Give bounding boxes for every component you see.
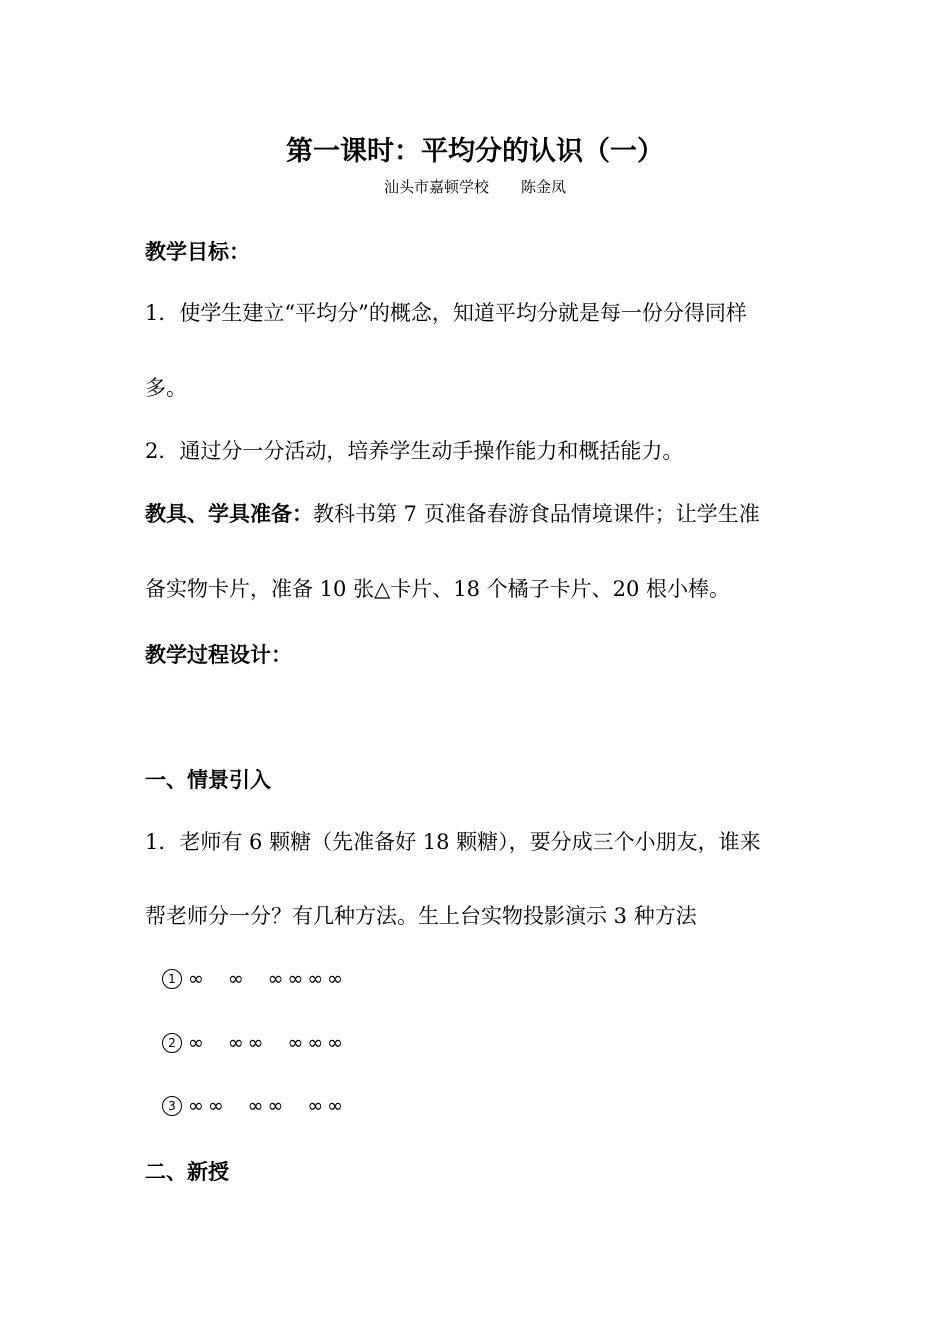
candy-icon: ∞ <box>188 968 204 990</box>
candy-group <box>188 966 208 992</box>
materials-line-2: 备实物卡片，准备 10 张△卡片、18 个橘子卡片、20 根小棒。 <box>145 577 731 601</box>
method-row-3 <box>162 1093 367 1119</box>
candy-icon: ∞ <box>188 1032 204 1054</box>
candy-icon: ∞ <box>247 1095 264 1117</box>
candy-group <box>188 1030 208 1056</box>
candy-group <box>228 966 248 992</box>
materials-text: 教科书第 7 页准备春游食品情境课件；让学生准 <box>313 502 760 526</box>
goal-item-1-line-2: 多。 <box>145 376 187 400</box>
page-title: 第一课时：平均分的认识（一） <box>286 136 664 167</box>
subtitle <box>0 176 950 198</box>
candy-icon: ∞ <box>287 1032 304 1054</box>
method-number: 2 <box>162 1033 182 1053</box>
section-1-heading: 一、情景引入 <box>145 767 271 792</box>
section-1-item-1-line-1: 1．老师有 6 颗糖（先准备好 18 颗糖），要分成三个小朋友，谁来 <box>145 830 761 854</box>
method-number: 1 <box>162 969 182 989</box>
candy-group <box>248 1093 288 1119</box>
goal-item-2: 2．通过分一分活动，培养学生动手操作能力和概括能力。 <box>145 439 684 463</box>
materials-line-1 <box>145 500 760 528</box>
candy-icon: ∞ <box>307 968 324 990</box>
candy-icon: ∞ <box>227 968 244 990</box>
candy-icon: ∞ <box>327 968 343 990</box>
candy-group <box>307 1093 347 1119</box>
candy-icon: ∞ <box>227 1032 244 1054</box>
candy-icon: ∞ <box>207 1095 224 1117</box>
materials-label: 教具、学具准备： <box>145 501 313 526</box>
method-row-1 <box>162 966 367 992</box>
candy-icon: ∞ <box>287 968 304 990</box>
candy-group <box>188 1093 228 1119</box>
section-2-heading: 二、新授 <box>145 1159 229 1184</box>
candy-icon: ∞ <box>247 1032 264 1054</box>
goals-heading: 教学目标： <box>145 239 250 264</box>
section-1-item-1-line-2: 帮老师分一分？有几种方法。生上台实物投影演示 3 种方法 <box>145 904 697 928</box>
candy-icon: ∞ <box>327 1095 343 1117</box>
candy-group <box>268 966 347 992</box>
candy-group <box>228 1030 268 1056</box>
author-name: 陈金凤 <box>521 178 567 196</box>
process-heading: 教学过程设计： <box>145 642 292 667</box>
candy-group <box>287 1030 346 1056</box>
method-row-2 <box>162 1030 367 1056</box>
method-number: 3 <box>162 1096 182 1116</box>
candy-icon: ∞ <box>307 1032 324 1054</box>
candy-icon: ∞ <box>267 968 284 990</box>
candy-icon: ∞ <box>307 1095 324 1117</box>
candy-icon: ∞ <box>327 1032 343 1054</box>
goal-item-1-line-1: 1．使学生建立“平均分”的概念，知道平均分就是每一份分得同样 <box>145 301 747 325</box>
candy-icon: ∞ <box>188 1095 204 1117</box>
school-name: 汕头市嘉顿学校 <box>383 178 489 196</box>
candy-icon: ∞ <box>267 1095 284 1117</box>
